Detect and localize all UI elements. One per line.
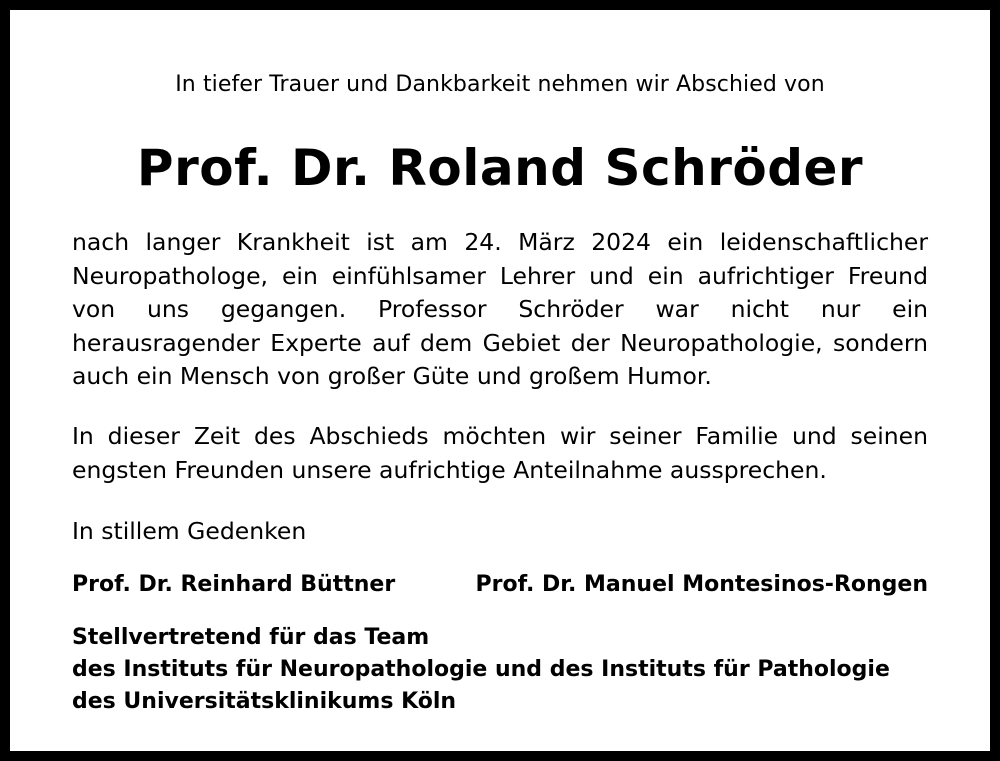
condolence-paragraph: In dieser Zeit des Abschieds möchten wir seiner Familie und seinen engsten Freunden unsere aufrichtige Anteilnahme aussprechen. (72, 422, 928, 484)
closing-line: In stillem Gedenken (72, 517, 307, 545)
main-paragraph: nach langer Krankheit ist am 24. März 2024 ein leidenschaftlicher Neuropathologe, ein einfühlsamer Lehrer und ein aufrichtiger Freund von uns gegangen. Professor Schröder war nicht nur ein herausragender Experte auf dem Gebiet der Neuropathologie, sondern auch ein Mensch von großer Güte und großem Humor. (72, 228, 928, 390)
obituary-content (72, 10, 928, 751)
team-block (72, 622, 890, 718)
team-line: des Instituts für Neuropathologie und des Instituts für Pathologie (72, 657, 890, 682)
signatory-left: Prof. Dr. Reinhard Büttner (72, 572, 396, 597)
team-line: des Universitätsklinikums Köln (72, 689, 457, 714)
intro-line: In tiefer Trauer und Dankbarkeit nehmen wir Abschied von (175, 72, 825, 97)
deceased-name: Prof. Dr. Roland Schröder (136, 139, 864, 197)
team-line: Stellvertretend für das Team (72, 625, 430, 650)
signatory-right: Prof. Dr. Manuel Montesinos-Rongen (475, 572, 928, 597)
